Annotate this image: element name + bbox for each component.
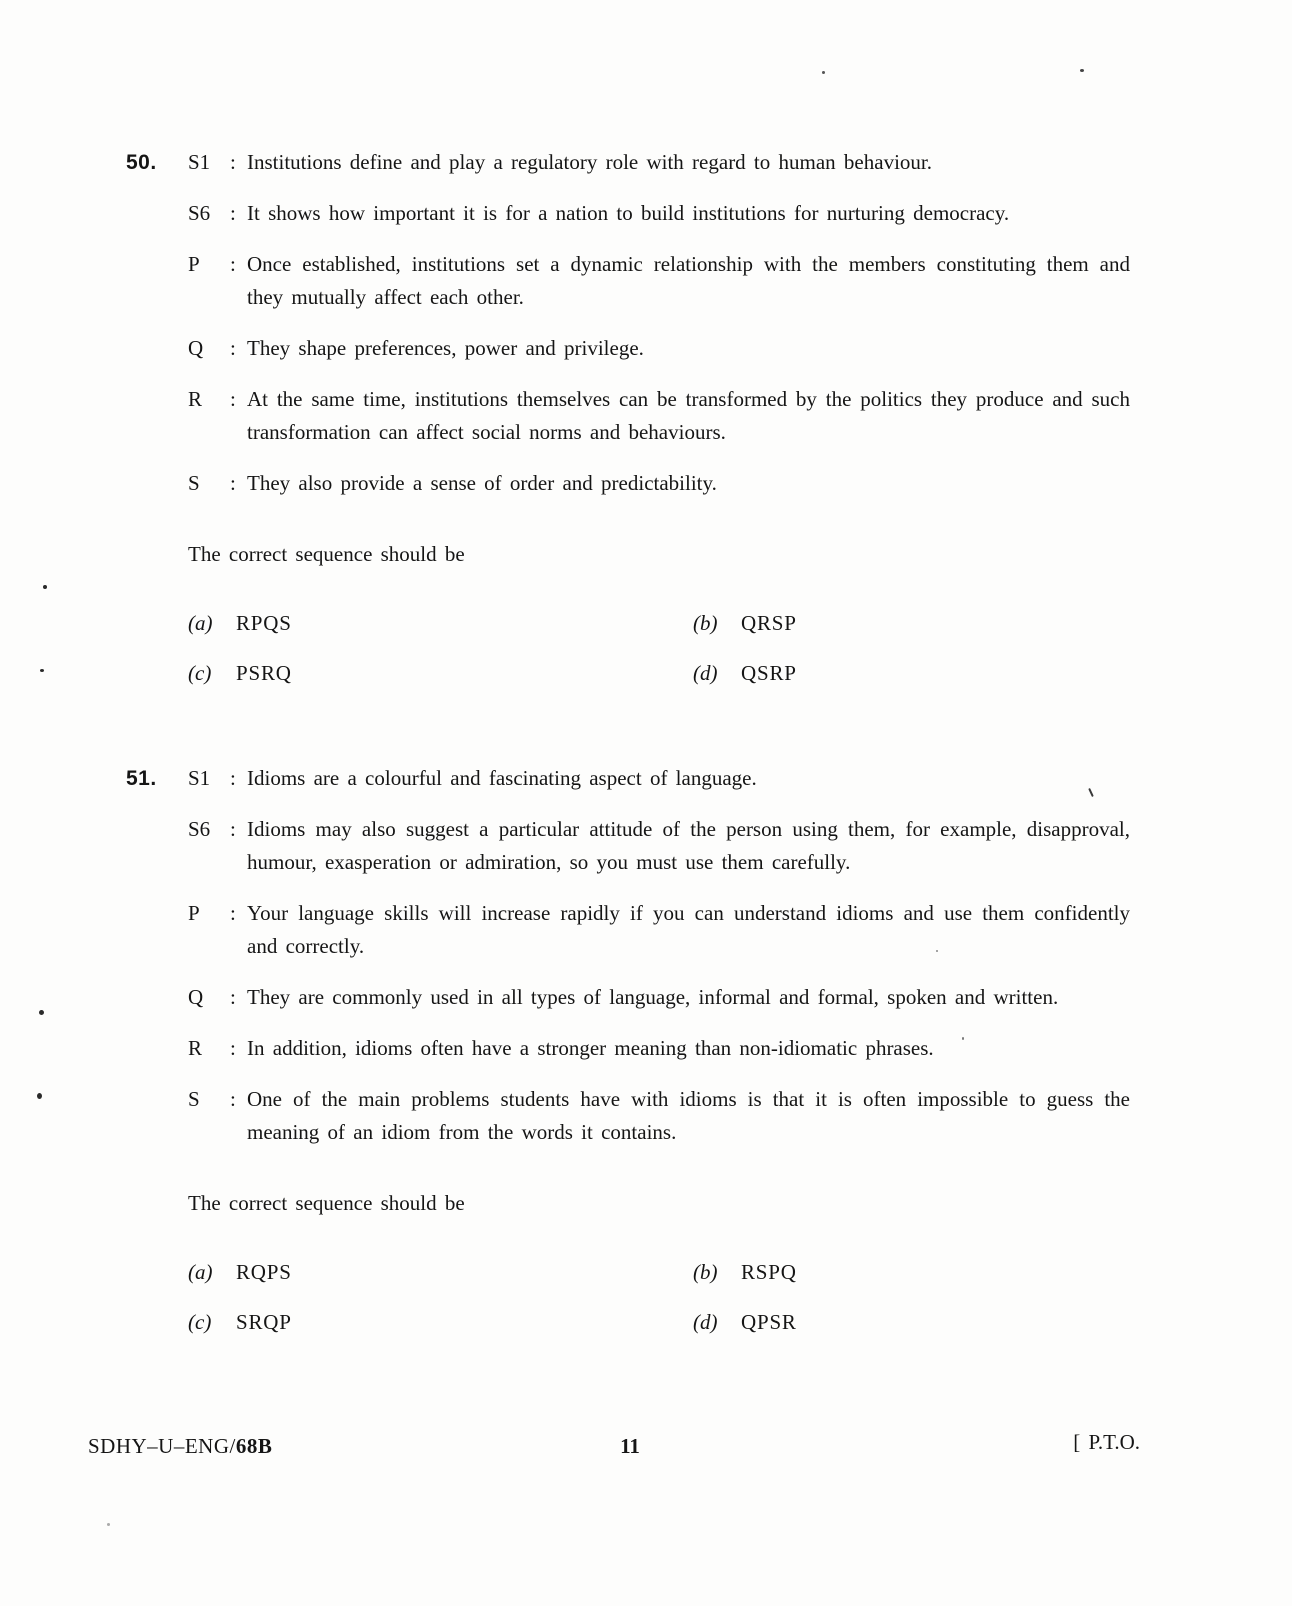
option-letter: (c)	[188, 1310, 212, 1334]
statement-label: S6	[188, 817, 211, 841]
option-letter: (c)	[188, 661, 212, 685]
statement-colon: :	[230, 817, 236, 841]
page-number: 11	[620, 1434, 640, 1458]
option-letter: (d)	[693, 1310, 718, 1334]
statement-colon: :	[230, 150, 236, 174]
question-body	[188, 762, 1130, 1339]
booklet-code	[88, 1430, 272, 1463]
question-number: 50.	[126, 151, 157, 174]
statement-label: Q	[188, 985, 204, 1009]
option-value: SRQP	[236, 1310, 292, 1334]
scan-speck	[962, 1037, 964, 1040]
option-letter: (d)	[693, 661, 718, 685]
statement-text: Your language skills will increase rapidly if you can understand idioms and use them confidently and correctly.	[247, 901, 1130, 958]
statement-text: Institutions define and play a regulatory role with regard to human behaviour.	[247, 150, 932, 174]
scan-speck	[39, 1010, 44, 1015]
statement-label: Q	[188, 336, 204, 360]
scan-speck	[40, 669, 44, 672]
statement-colon: :	[230, 1087, 236, 1111]
options-grid	[188, 607, 1130, 690]
option-value: QRSP	[741, 611, 797, 635]
statement-colon: :	[230, 336, 236, 360]
statement-text: Idioms are a colourful and fascinating aspect of language.	[247, 766, 757, 790]
statement-text: They are commonly used in all types of language, informal and formal, spoken and written.	[247, 985, 1059, 1009]
option-d	[693, 1306, 1130, 1339]
question-number: 51.	[126, 767, 157, 790]
statement-colon: :	[230, 252, 236, 276]
scan-speck	[43, 585, 47, 589]
statement-row	[188, 146, 1130, 179]
statement-row	[188, 383, 1130, 449]
statement-text: At the same time, institutions themselves can be transformed by the politics they produce and such transformation can affect social norms and behaviours.	[247, 387, 1130, 444]
statement-row	[188, 332, 1130, 365]
statement-text: Idioms may also suggest a particular attitude of the person using them, for example, disapproval, humour, exasperation or admiration, so you must use them carefully.	[247, 817, 1130, 874]
statement-label: R	[188, 1036, 203, 1060]
statement-text: They shape preferences, power and privilege.	[247, 336, 644, 360]
statement-row	[188, 467, 1130, 500]
option-c	[188, 1306, 693, 1339]
scan-speck	[37, 1093, 42, 1099]
scan-speck	[1080, 69, 1084, 72]
option-letter: (a)	[188, 1260, 213, 1284]
question-50	[126, 146, 1130, 690]
scan-speck	[822, 71, 825, 74]
statement-label: R	[188, 387, 203, 411]
statement-text: Once established, institutions set a dynamic relationship with the members constituting them and they mutually affect each other.	[247, 252, 1130, 309]
option-value: QSRP	[741, 661, 797, 685]
statement-row	[188, 1083, 1130, 1149]
statement-colon: :	[230, 901, 236, 925]
statement-label: S1	[188, 766, 211, 790]
statement-colon: :	[230, 201, 236, 225]
scan-speck	[936, 950, 938, 952]
booklet-code-prefix: SDHY–U–ENG/	[88, 1434, 236, 1458]
option-c	[188, 657, 693, 690]
statement-row	[188, 981, 1130, 1014]
option-a	[188, 607, 693, 640]
option-letter: (b)	[693, 1260, 718, 1284]
pto-note: [ P.T.O.	[1073, 1430, 1140, 1454]
scan-speck	[107, 1523, 110, 1526]
question-body	[188, 146, 1130, 690]
statement-row	[188, 1032, 1130, 1065]
statement-colon: :	[230, 471, 236, 495]
statement-text: They also provide a sense of order and predictability.	[247, 471, 717, 495]
statement-row	[188, 762, 1130, 795]
option-value: RPQS	[236, 611, 292, 635]
statement-label: P	[188, 252, 200, 276]
options-grid	[188, 1256, 1130, 1339]
statement-label: S1	[188, 150, 211, 174]
statement-text: One of the main problems students have with idioms is that it is often impossible to guess the meaning of an idiom from the words it contains.	[247, 1087, 1130, 1144]
statement-row	[188, 248, 1130, 314]
statement-label: S	[188, 471, 200, 495]
option-letter: (b)	[693, 611, 718, 635]
statement-label: S6	[188, 201, 211, 225]
statement-colon: :	[230, 387, 236, 411]
option-b	[693, 1256, 1130, 1289]
sequence-prompt: The correct sequence should be	[188, 542, 465, 566]
option-letter: (a)	[188, 611, 213, 635]
option-b	[693, 607, 1130, 640]
option-value: RQPS	[236, 1260, 292, 1284]
option-value: PSRQ	[236, 661, 292, 685]
sequence-prompt: The correct sequence should be	[188, 1191, 465, 1215]
statement-label: P	[188, 901, 200, 925]
statement-row	[188, 197, 1130, 230]
booklet-code-series: 68B	[235, 1434, 273, 1458]
statement-colon: :	[230, 1036, 236, 1060]
option-d	[693, 657, 1130, 690]
option-a	[188, 1256, 693, 1289]
statement-row	[188, 813, 1130, 879]
statement-label: S	[188, 1087, 200, 1111]
option-value: QPSR	[741, 1310, 797, 1334]
statement-text: In addition, idioms often have a stronger meaning than non-idiomatic phrases.	[247, 1036, 934, 1060]
statement-colon: :	[230, 766, 236, 790]
statement-row	[188, 897, 1130, 963]
page-footer	[0, 1430, 1292, 1464]
option-value: RSPQ	[741, 1260, 797, 1284]
statement-colon: :	[230, 985, 236, 1009]
statement-text: It shows how important it is for a nation to build institutions for nurturing democracy.	[247, 201, 1010, 225]
question-51	[126, 762, 1130, 1339]
